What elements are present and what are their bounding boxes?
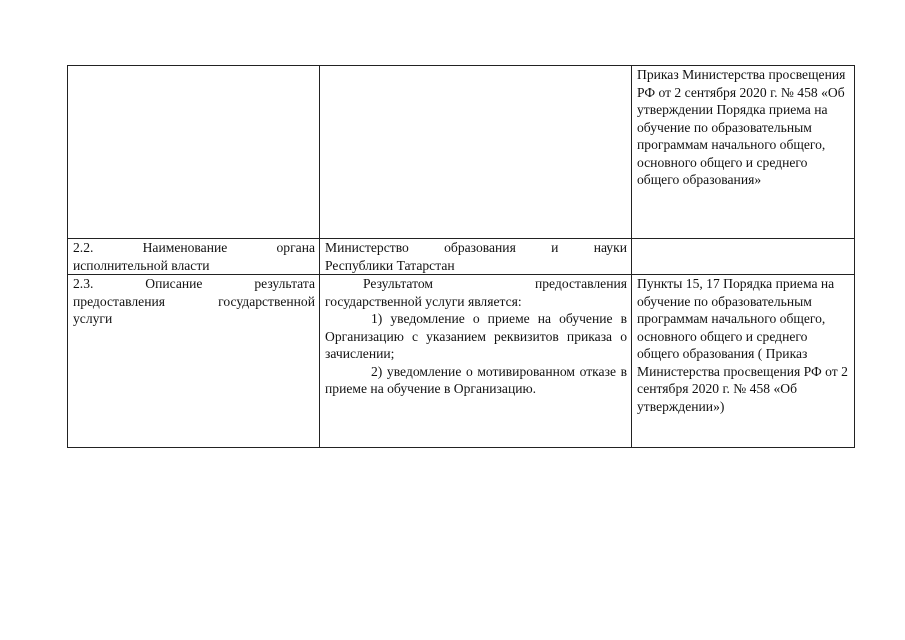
item-value-cell (320, 275, 632, 448)
item-value-line: Республики Татарстан (325, 257, 455, 273)
table-cell (320, 66, 632, 239)
table-row (68, 66, 855, 239)
table-row (68, 239, 855, 275)
item-value-cell (320, 239, 632, 275)
item-label-line: предоставления государственной (73, 293, 315, 309)
item-label-cell (68, 239, 320, 275)
item-label-line: исполнительной власти (73, 257, 210, 273)
item-value-line: Результатом предоставления (363, 276, 627, 291)
result-list-item: 2) уведомление о мотивированном отказе в приеме на обучение в Организацию. (325, 363, 627, 396)
item-label-line: 2.2. Наименование органа (73, 240, 315, 255)
item-value-line: государственной услуги является: (325, 293, 522, 309)
legal-basis-cell: Пункты 15, 17 Порядка приема на обучение по образовательным программам начального общего, основного общего и среднего общего образования ( Приказ Министерства просвещения РФ от 2 сентября 2020 г. № 458 «Об утверждении») (632, 275, 855, 448)
item-value-line: Министерство образования и науки (325, 240, 627, 255)
table-cell (68, 66, 320, 239)
document-table (67, 65, 855, 448)
table-row (68, 275, 855, 448)
item-label-line: услуги (73, 311, 113, 326)
result-list-item: 1) уведомление о приеме на обучение в Организацию с указанием реквизитов приказа о зачислении; (325, 311, 627, 361)
legal-basis-cell: Приказ Министерства просвещения РФ от 2 сентября 2020 г. № 458 «Об утверждении Порядка приема на обучение по образовательным программам начального общего, основного общего и среднего общего образования» (632, 66, 855, 239)
legal-basis-cell (632, 239, 855, 275)
item-label-line: 2.3. Описание результата (73, 276, 315, 291)
item-label-cell (68, 275, 320, 448)
